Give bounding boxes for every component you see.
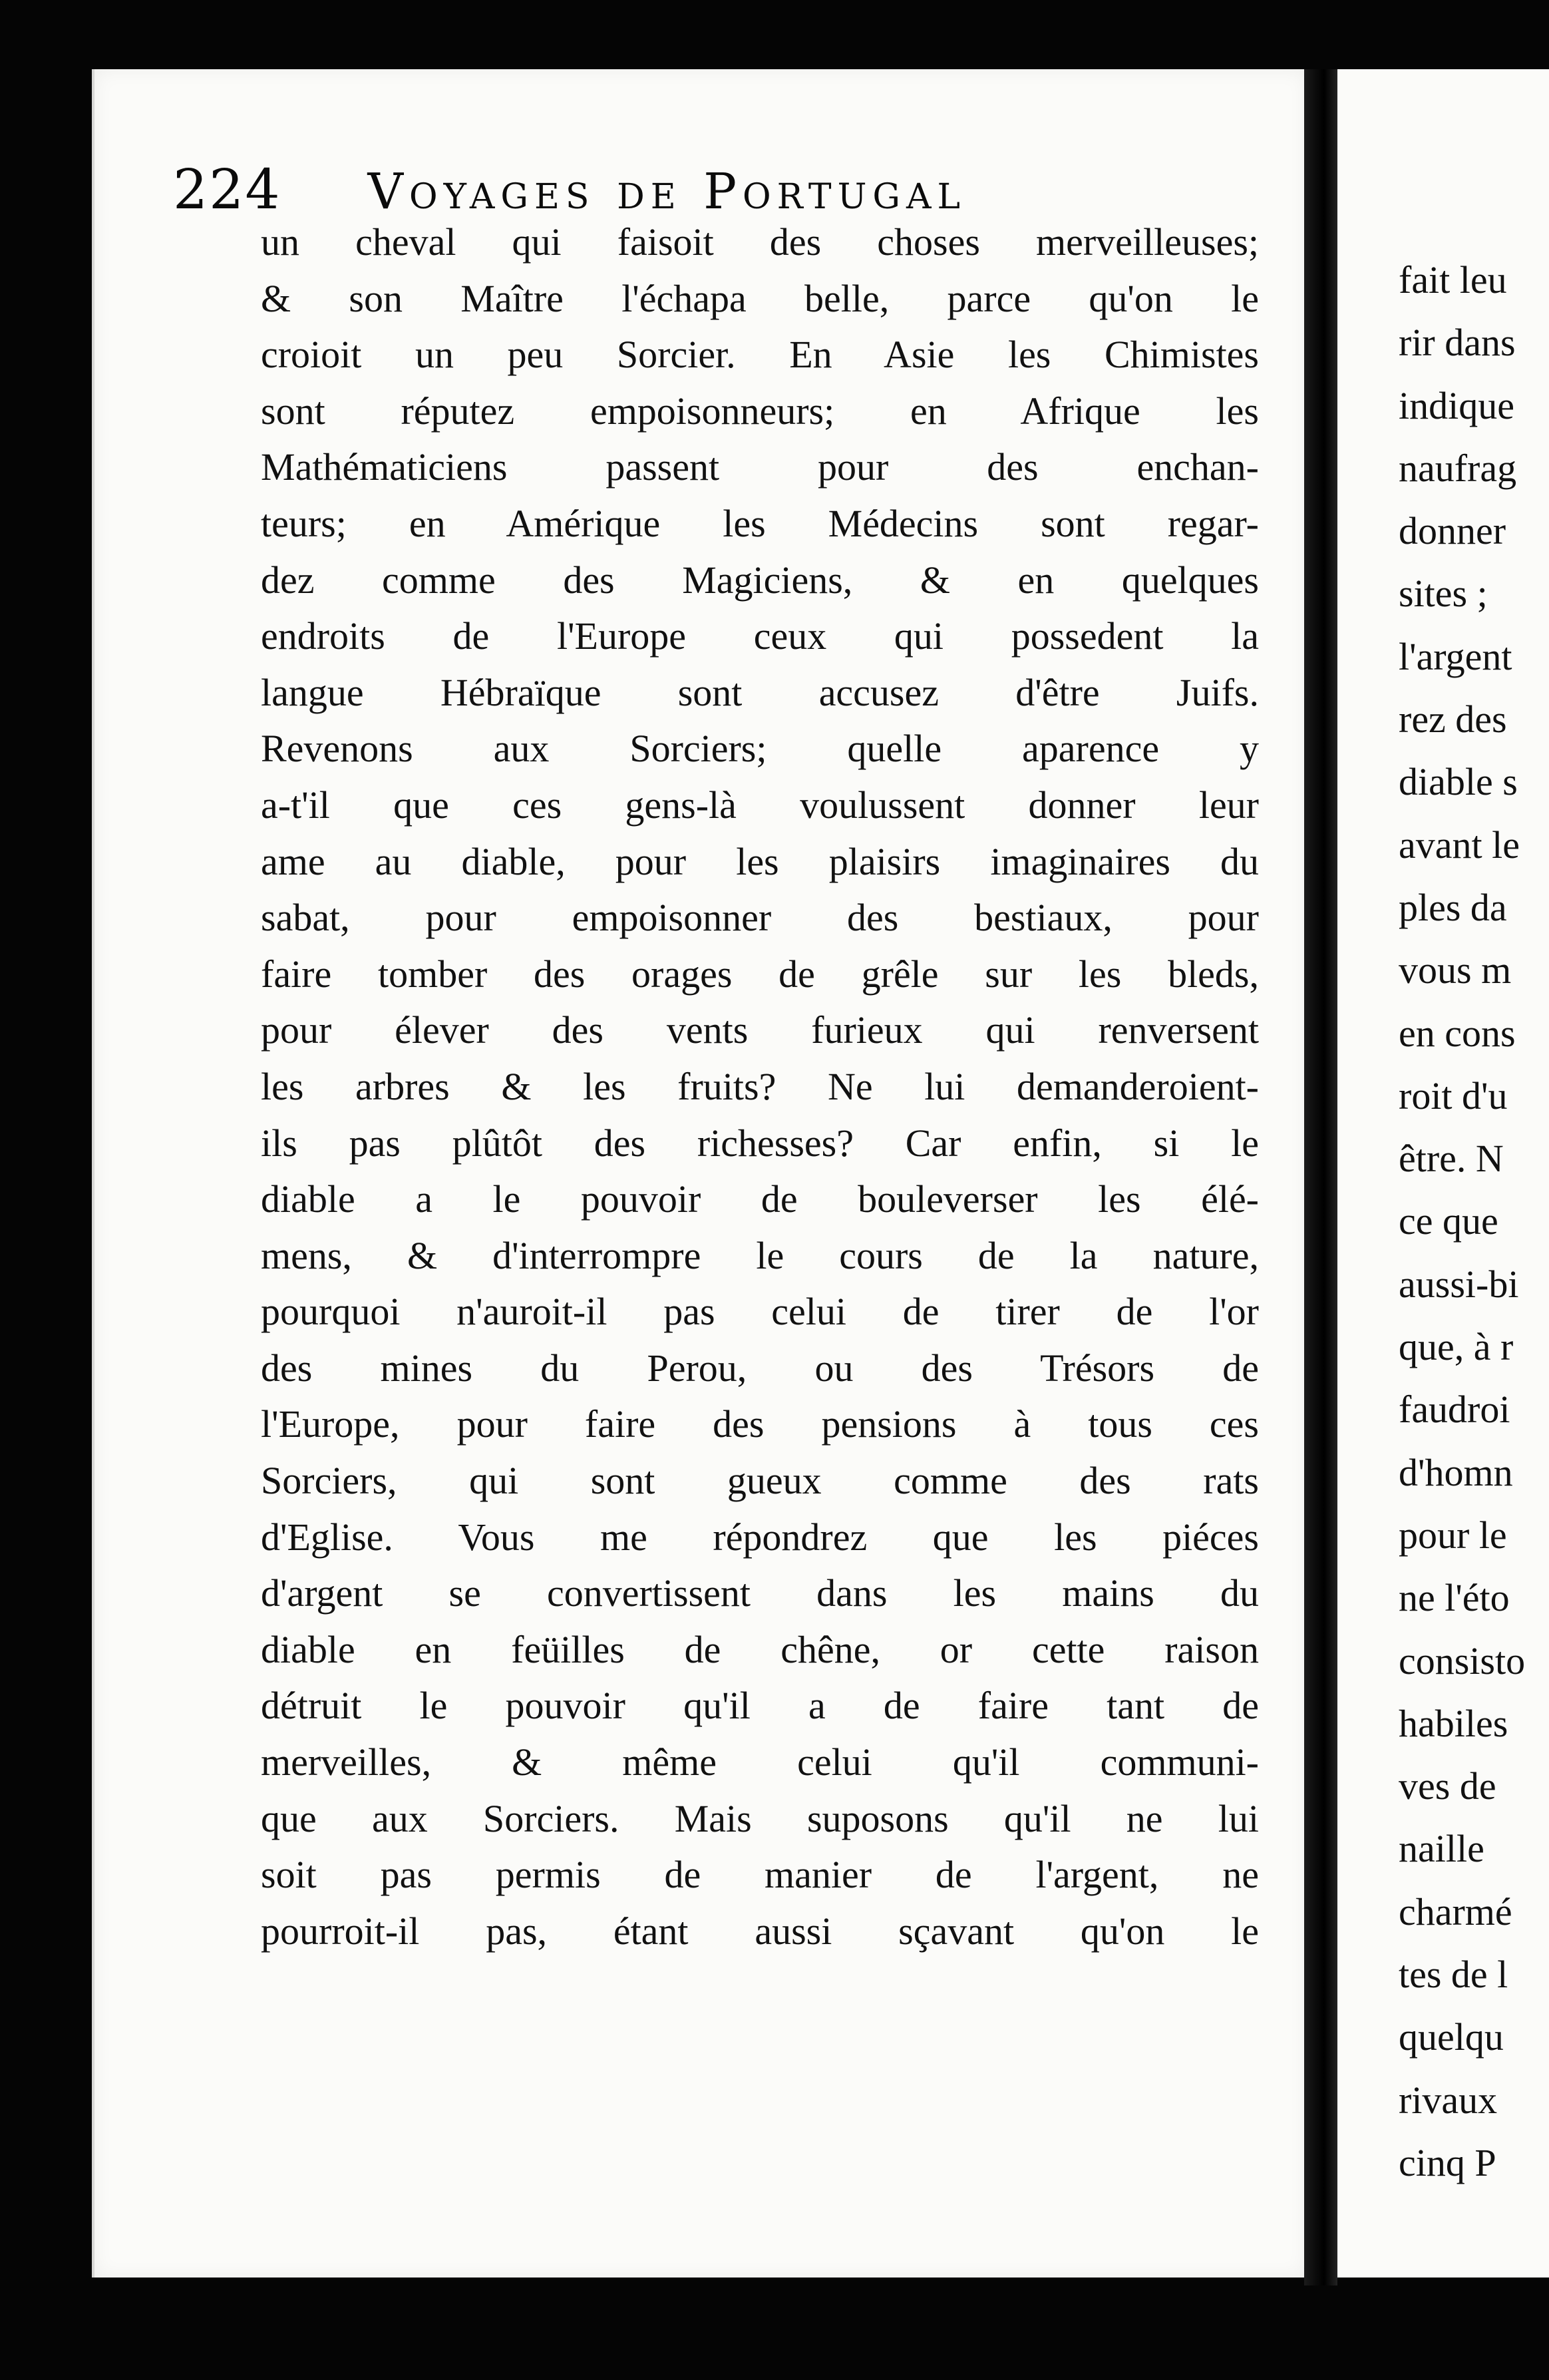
left-page-text bbox=[261, 214, 1259, 1959]
text-line: que aux Sorciers. Mais suposons qu'il ne lui bbox=[261, 1796, 1259, 1840]
right-text-line: ne l'éto bbox=[1399, 1576, 1510, 1620]
right-text-line: en cons bbox=[1399, 1011, 1516, 1055]
text-line: un cheval qui faisoit des choses merveilleuses; bbox=[261, 220, 1259, 264]
text-line: sont réputez empoisonneurs; en Afrique les bbox=[261, 389, 1259, 433]
right-text-line: vous m bbox=[1399, 948, 1512, 992]
text-line: ame au diable, pour les plaisirs imaginaires du bbox=[261, 839, 1259, 883]
text-line: des mines du Perou, ou des Trésors de bbox=[261, 1346, 1259, 1390]
right-text-line: que, à r bbox=[1399, 1325, 1514, 1369]
text-line: mens, & d'interrompre le cours de la nature, bbox=[261, 1233, 1259, 1277]
text-line: l'Europe, pour faire des pensions à tous ces bbox=[261, 1402, 1259, 1446]
text-line: a-t'il que ces gens-là voulussent donner leur bbox=[261, 783, 1259, 827]
right-text-line: consisto bbox=[1399, 1639, 1526, 1683]
right-page bbox=[1337, 69, 1549, 2278]
text-line: croioit un peu Sorcier. En Asie les Chimistes bbox=[261, 333, 1259, 377]
text-line: d'argent se convertissent dans les mains du bbox=[261, 1571, 1259, 1615]
text-line: merveilles, & même celui qu'il communi- bbox=[261, 1740, 1259, 1784]
right-text-line: ves de bbox=[1399, 1764, 1496, 1808]
text-line: les arbres & les fruits? Ne lui demanderoient- bbox=[261, 1064, 1259, 1108]
text-line: endroits de l'Europe ceux qui possedent la bbox=[261, 614, 1259, 658]
text-line: soit pas permis de manier de l'argent, ne bbox=[261, 1853, 1259, 1897]
text-line: ils pas plûtôt des richesses? Car enfin, si le bbox=[261, 1121, 1259, 1165]
text-line: d'Eglise. Vous me répondrez que les piéces bbox=[261, 1515, 1259, 1559]
page-number: 224 bbox=[173, 158, 281, 222]
text-line: Sorciers, qui sont gueux comme des rats bbox=[261, 1459, 1259, 1503]
text-line: diable a le pouvoir de bouleverser les élé- bbox=[261, 1177, 1259, 1221]
right-text-line: diable s bbox=[1399, 760, 1518, 804]
right-text-line: d'homn bbox=[1399, 1450, 1513, 1494]
right-text-line: ce que bbox=[1399, 1199, 1498, 1243]
right-text-line: charmé bbox=[1399, 1889, 1512, 1933]
right-page-text bbox=[1399, 249, 1549, 2194]
right-text-line: pour le bbox=[1399, 1513, 1507, 1557]
right-text-line: naufrag bbox=[1399, 446, 1517, 490]
right-text-line: cinq P bbox=[1399, 2140, 1496, 2184]
running-head-title: Voyages de Portugal bbox=[367, 163, 967, 220]
right-text-line: sites ; bbox=[1399, 572, 1488, 616]
text-line: langue Hébraïque sont accusez d'être Juifs. bbox=[261, 670, 1259, 714]
right-text-line: roit d'u bbox=[1399, 1074, 1508, 1117]
text-line: Mathématiciens passent pour des enchan- bbox=[261, 445, 1259, 489]
book-gutter bbox=[1304, 69, 1337, 2285]
right-text-line: indique bbox=[1399, 383, 1514, 427]
right-text-line: être. N bbox=[1399, 1137, 1504, 1181]
right-text-line: avant le bbox=[1399, 823, 1520, 867]
right-text-line: rez des bbox=[1399, 697, 1507, 741]
text-line: & son Maître l'échapa belle, parce qu'on le bbox=[261, 276, 1259, 320]
right-text-line: faudroi bbox=[1399, 1388, 1510, 1432]
right-text-line: rir dans bbox=[1399, 321, 1516, 365]
right-text-line: rivaux bbox=[1399, 2078, 1498, 2122]
right-text-line: habiles bbox=[1399, 1701, 1508, 1745]
text-line: pourquoi n'auroit-il pas celui de tirer de l'or bbox=[261, 1290, 1259, 1334]
text-line: teurs; en Amérique les Médecins sont regar- bbox=[261, 501, 1259, 545]
right-text-line: tes de l bbox=[1399, 1953, 1508, 1997]
text-line: diable en feüilles de chêne, or cette raison bbox=[261, 1627, 1259, 1671]
text-line: pourroit-il pas, étant aussi sçavant qu'on le bbox=[261, 1909, 1259, 1953]
text-line: pour élever des vents furieux qui renversent bbox=[261, 1008, 1259, 1052]
right-text-line: fait leu bbox=[1399, 258, 1507, 301]
right-text-line: quelqu bbox=[1399, 2015, 1504, 2059]
text-line: sabat, pour empoisonner des bestiaux, pour bbox=[261, 896, 1259, 940]
right-text-line: naille bbox=[1399, 1827, 1484, 1871]
right-text-line: ples da bbox=[1399, 885, 1507, 929]
right-text-line: donner bbox=[1399, 509, 1506, 553]
right-text-line: l'argent bbox=[1399, 634, 1512, 678]
right-text-line: aussi-bi bbox=[1399, 1262, 1519, 1306]
text-line: faire tomber des orages de grêle sur les bleds, bbox=[261, 952, 1259, 996]
text-line: détruit le pouvoir qu'il a de faire tant de bbox=[261, 1684, 1259, 1728]
text-line: dez comme des Magiciens, & en quelques bbox=[261, 558, 1259, 602]
text-line: Revenons aux Sorciers; quelle aparence y bbox=[261, 727, 1259, 771]
